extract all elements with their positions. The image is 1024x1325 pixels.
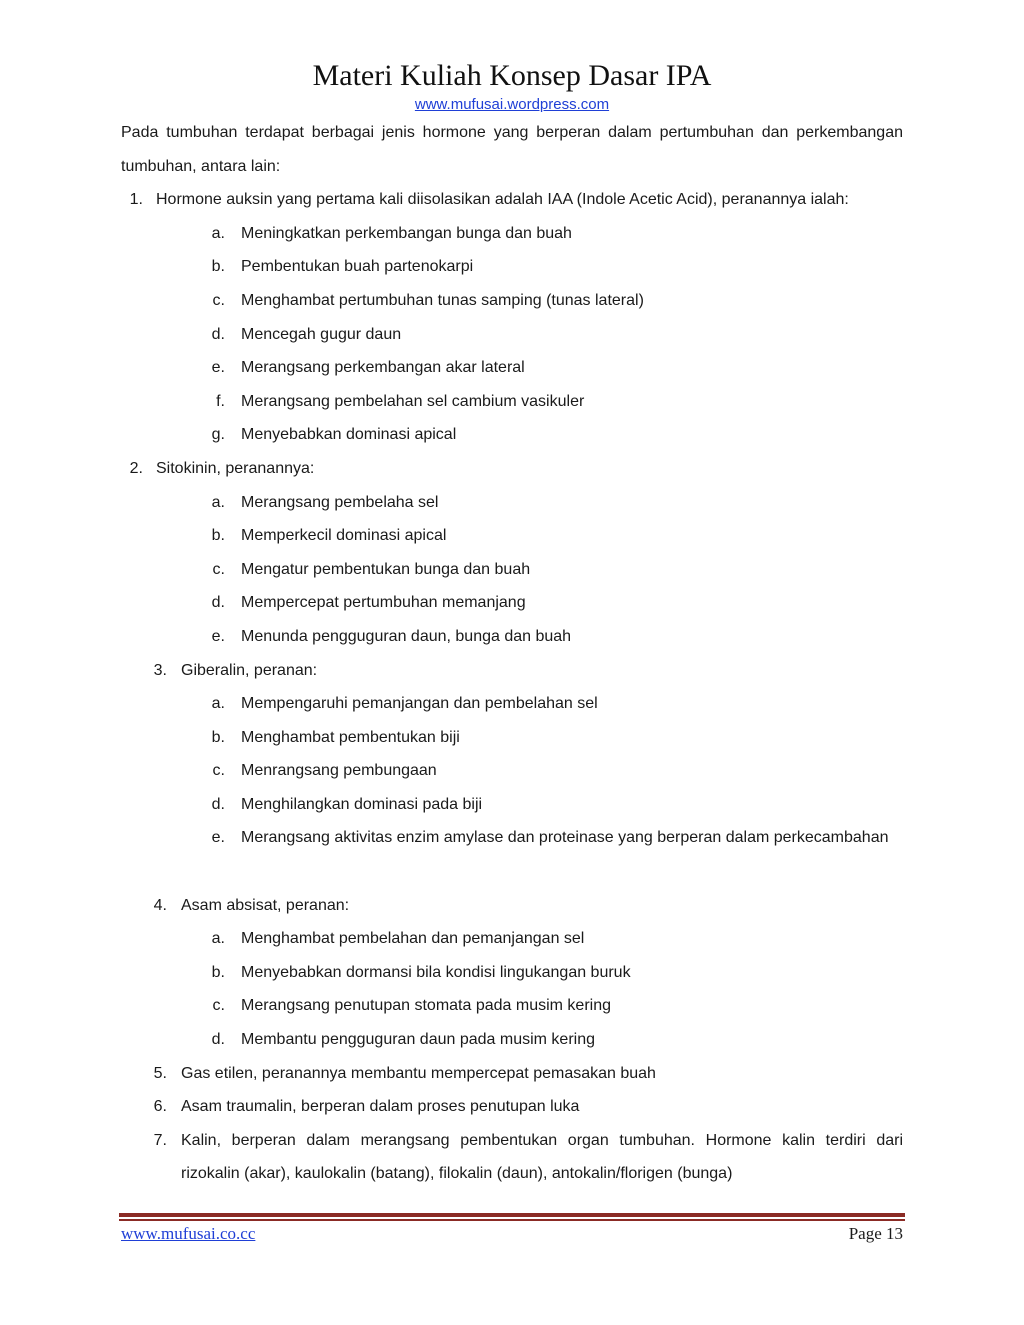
sub-list-item (121, 754, 903, 788)
sub-list-letter: a. (211, 695, 225, 713)
sub-list-letter: c. (212, 560, 225, 578)
sub-list-letter: e. (211, 829, 225, 847)
sub-list-item (121, 721, 903, 755)
list-number: 2. (129, 459, 143, 477)
list-number: 7. (153, 1131, 167, 1149)
sub-list-item (121, 1023, 903, 1057)
sub-list-item (121, 486, 903, 520)
sub-list-text: Pembentukan buah partenokarpi (241, 258, 474, 276)
sub-list-letter: e. (211, 627, 225, 645)
sub-list-text: Menghilangkan dominasi pada biji (241, 795, 483, 813)
list-number: 1. (129, 191, 143, 209)
sub-list-item (121, 956, 903, 990)
sub-list-text: Menyebabkan dominasi apical (241, 426, 457, 444)
list-number: 5. (153, 1064, 167, 1082)
sub-list-text: Membantu pengguguran daun pada musim kering (241, 1031, 596, 1049)
intro-paragraph: Pada tumbuhan terdapat berbagai jenis hormone yang berperan dalam pertumbuhan dan perkembangan tumbuhan, antara lain: (121, 124, 903, 175)
sub-list-text: Mempercepat pertumbuhan memanjang (241, 594, 526, 612)
sub-list-text: Menghambat pertumbuhan tunas samping (tunas lateral) (241, 291, 644, 309)
sub-list-text: Menrangsang pembungaan (241, 762, 437, 780)
sub-list-item (121, 351, 903, 385)
list-number: 4. (153, 896, 167, 914)
document-body (121, 116, 903, 1191)
sub-list-text: Merangsang pembelaha sel (241, 493, 439, 511)
sub-list-item (121, 318, 903, 352)
footer-link-wrapper (121, 1222, 255, 1246)
list-text: Sitokinin, peranannya: (156, 459, 315, 477)
footer-divider (119, 1213, 905, 1217)
page-number: Page 13 (848, 1224, 903, 1243)
sub-list-text: Menyebabkan dormansi bila kondisi lingukangan buruk (241, 963, 631, 981)
sub-list-letter: b. (211, 963, 225, 981)
sub-list-letter: d. (211, 325, 225, 343)
list-text: Hormone auksin yang pertama kali diisolasikan adalah IAA (Indole Acetic Acid), peranannya ialah: (156, 191, 849, 209)
sub-list-letter: b. (211, 728, 225, 746)
list-item (121, 1124, 903, 1191)
sub-list-text: Merangsang aktivitas enzim amylase dan proteinase yang berperan dalam perkecambahan (241, 829, 889, 847)
list-text: Gas etilen, peranannya membantu mempercepat pemasakan buah (181, 1064, 656, 1082)
sub-list-letter: e. (211, 359, 225, 377)
sub-list-letter: g. (211, 426, 225, 444)
sub-list-item (121, 788, 903, 822)
footer-link[interactable]: www.mufusai.co.cc (121, 1224, 256, 1243)
sub-list-text: Mengatur pembentukan bunga dan buah (241, 560, 531, 578)
list-number: 3. (153, 661, 167, 679)
sub-list-text: Menunda pengguguran daun, bunga dan buah (241, 627, 572, 645)
sub-list-item (121, 553, 903, 587)
sub-list-text: Menghambat pembentukan biji (241, 728, 460, 746)
list-text: Giberalin, peranan: (181, 661, 318, 679)
sub-list-letter: d. (211, 594, 225, 612)
sub-list-text: Merangsang pembelahan sel cambium vasikuler (241, 392, 585, 410)
sub-list-letter: a. (211, 930, 225, 948)
sub-list-item (121, 418, 903, 452)
list-text: Kalin, berperan dalam merangsang pembentukan organ tumbuhan. Hormone kalin terdiri dari rizokalin (akar), kaulokalin (batang), filokalin (daun), antokalin/florigen (bunga) (181, 1131, 903, 1183)
sub-list-text: Menghambat pembelahan dan pemanjangan sel (241, 930, 585, 948)
page-title: Materi Kuliah Konsep Dasar IPA (312, 59, 712, 92)
header-link[interactable]: www.mufusai.wordpress.com (414, 96, 610, 113)
list-number: 6. (153, 1098, 167, 1116)
sub-list-letter: a. (211, 493, 225, 511)
sub-list-item (121, 821, 903, 888)
sub-list-item (121, 586, 903, 620)
sub-list-item (121, 922, 903, 956)
sub-list-item (121, 687, 903, 721)
sub-list-item (121, 385, 903, 419)
list-text: Asam traumalin, berperan dalam proses penutupan luka (181, 1098, 580, 1116)
header-link-wrapper (0, 94, 1024, 116)
sub-list-text: Mencegah gugur daun (241, 325, 402, 343)
list-item (121, 1090, 903, 1124)
footer-divider-thin (119, 1219, 905, 1221)
sub-list-text: Merangsang perkembangan akar lateral (241, 359, 525, 377)
sub-list-letter: d. (211, 795, 225, 813)
sub-list-item (121, 284, 903, 318)
sub-list-item (121, 217, 903, 251)
sub-list-letter: c. (212, 997, 225, 1015)
list-item (121, 452, 903, 486)
sub-list-text: Merangsang penutupan stomata pada musim kering (241, 997, 611, 1015)
sub-list-text: Meningkatkan perkembangan bunga dan buah (241, 224, 572, 242)
sub-list-letter: b. (211, 258, 225, 276)
list-item (121, 889, 903, 923)
sub-list-item (121, 250, 903, 284)
list-item (121, 1057, 903, 1091)
sub-list-item (121, 989, 903, 1023)
list-item (121, 654, 903, 688)
sub-list-item (121, 519, 903, 553)
sub-list-item (121, 620, 903, 654)
sub-list-letter: d. (211, 1031, 225, 1049)
sub-list-letter: b. (211, 527, 225, 545)
sub-list-letter: f. (216, 392, 225, 410)
sub-list-letter: c. (212, 291, 225, 309)
sub-list-text: Mempengaruhi pemanjangan dan pembelahan sel (241, 695, 598, 713)
list-item (121, 183, 903, 217)
list-text: Asam absisat, peranan: (181, 896, 350, 914)
sub-list-letter: a. (211, 224, 225, 242)
sub-list-text: Memperkecil dominasi apical (241, 527, 447, 545)
sub-list-letter: c. (212, 762, 225, 780)
